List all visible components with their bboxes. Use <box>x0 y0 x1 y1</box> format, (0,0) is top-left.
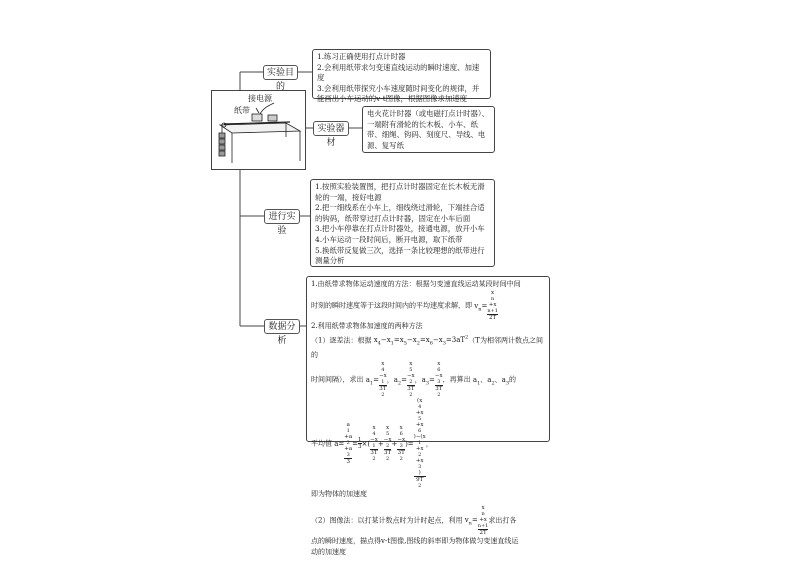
analysis-text: 求出打各 <box>488 516 517 525</box>
analysis-text: 2.利用纸带求物体加速度的两种方法 <box>311 322 423 331</box>
formula-vn-graph: $v_n=$ x n +x n+1 2T <box>464 504 489 536</box>
step-item: 4.小车运动一段时间后，断开电源，取下纸带 <box>315 234 463 244</box>
analysis-text: （1）逐差法：根据 <box>311 336 372 345</box>
box-conduct-experiment <box>310 179 495 267</box>
purpose-item: 1.练习正确使用打点计时器 <box>317 52 406 61</box>
formula-delta-x: $x_4-x_1=x_5-x_2=x_6-x_3=3aT^2$ <box>373 334 469 347</box>
box-experiment-equipment <box>362 106 495 153</box>
analysis-text: 动的加速度 <box>311 548 346 557</box>
analysis-text: 点的瞬时速度，描点得v-t图像,图线的斜率即为物体做匀变速直线运 <box>311 536 519 545</box>
box-experiment-purpose <box>312 49 491 104</box>
tag-data-analysis: 数据分析 <box>264 319 300 334</box>
analysis-text: 平均值 <box>311 439 332 448</box>
equipment-item: 电火花计时器（或电磁打点计时器）、一端附有滑轮的长木板、小车、纸带、细绳、钩码、刻度尺、导线、电源、复写纸 <box>367 109 489 150</box>
apparatus-figure <box>211 90 306 170</box>
step-item: 1.按照实验装置图，把打点计时器固定在长木板无滑轮的一端，接好电源 <box>315 182 485 202</box>
formula-a-values: $a_1=$ x 4 −x 1 3T 2 ，$a_2=$ x 5 −x 2 3T 2 ，$a_3=$ x 6 −x 3 3T 2 <box>365 361 443 399</box>
label-tape: 纸带 <box>234 106 250 115</box>
step-item: 3.把小车停靠在打点计时器处，接通电源，放开小车 <box>315 224 485 234</box>
formula-vn: $v_n=$ x n +x n+1 2T <box>474 290 498 322</box>
apparatus-drawing <box>212 91 307 171</box>
label-power: 接电源 <box>248 94 272 103</box>
analysis-text: （2）图像法：以打某计数点时为计时起点，利用 <box>311 516 463 525</box>
step-item: 2.把一细线系在小车上，细线绕过滑轮，下端挂合适的钩码，纸带穿过打点计时器，固定在小车后面 <box>315 203 485 223</box>
purpose-item: 3.会利用纸带探究小车速度随时间变化的规律，并能画出小车运动的v-t图像，根据图像求加速度 <box>317 83 480 104</box>
formula-average-a: a= a 1 +a 2 +a 3 3 = $\frac{1}{3}$ ×( x 4 −x 1 3T 2 + x 5 −x 2 3T 2 + x 6 −x 3 3T 2 )= (x 4 +x 5 +x 6 )−(x 1 +x 2 +x 3 ) 9T 2 ， <box>334 398 433 490</box>
analysis-text: ，再算出 <box>442 375 471 384</box>
analysis-text: （T为相邻两计数点之间的 <box>311 336 543 359</box>
box-data-analysis <box>306 276 550 557</box>
analysis-text: 时刻的瞬时速度等于这段时间内的平均速度求解，即 <box>311 301 472 310</box>
analysis-text: 1.由纸带求物体运动速度的方法：根据匀变速直线运动某段时间中间 <box>311 280 521 288</box>
tag-experiment-equipment: 实验器材 <box>313 121 349 136</box>
analysis-text: 时间间隔），求出 <box>311 375 364 384</box>
tag-experiment-purpose: 实验目的 <box>263 65 298 80</box>
purpose-item: 2.会利用纸带求匀变速直线运动的瞬时速度、加速度 <box>317 62 480 83</box>
tag-conduct-experiment: 进行实验 <box>264 209 300 224</box>
analysis-text: 的 <box>509 375 516 384</box>
formula-a123: $a_1$、$a_2$、$a_3$ <box>472 375 509 387</box>
step-item: 5.换纸带反复做三次，选择一条比较理想的纸带进行测量分析 <box>315 245 485 266</box>
analysis-text: 即为物体的加速度 <box>311 490 367 499</box>
